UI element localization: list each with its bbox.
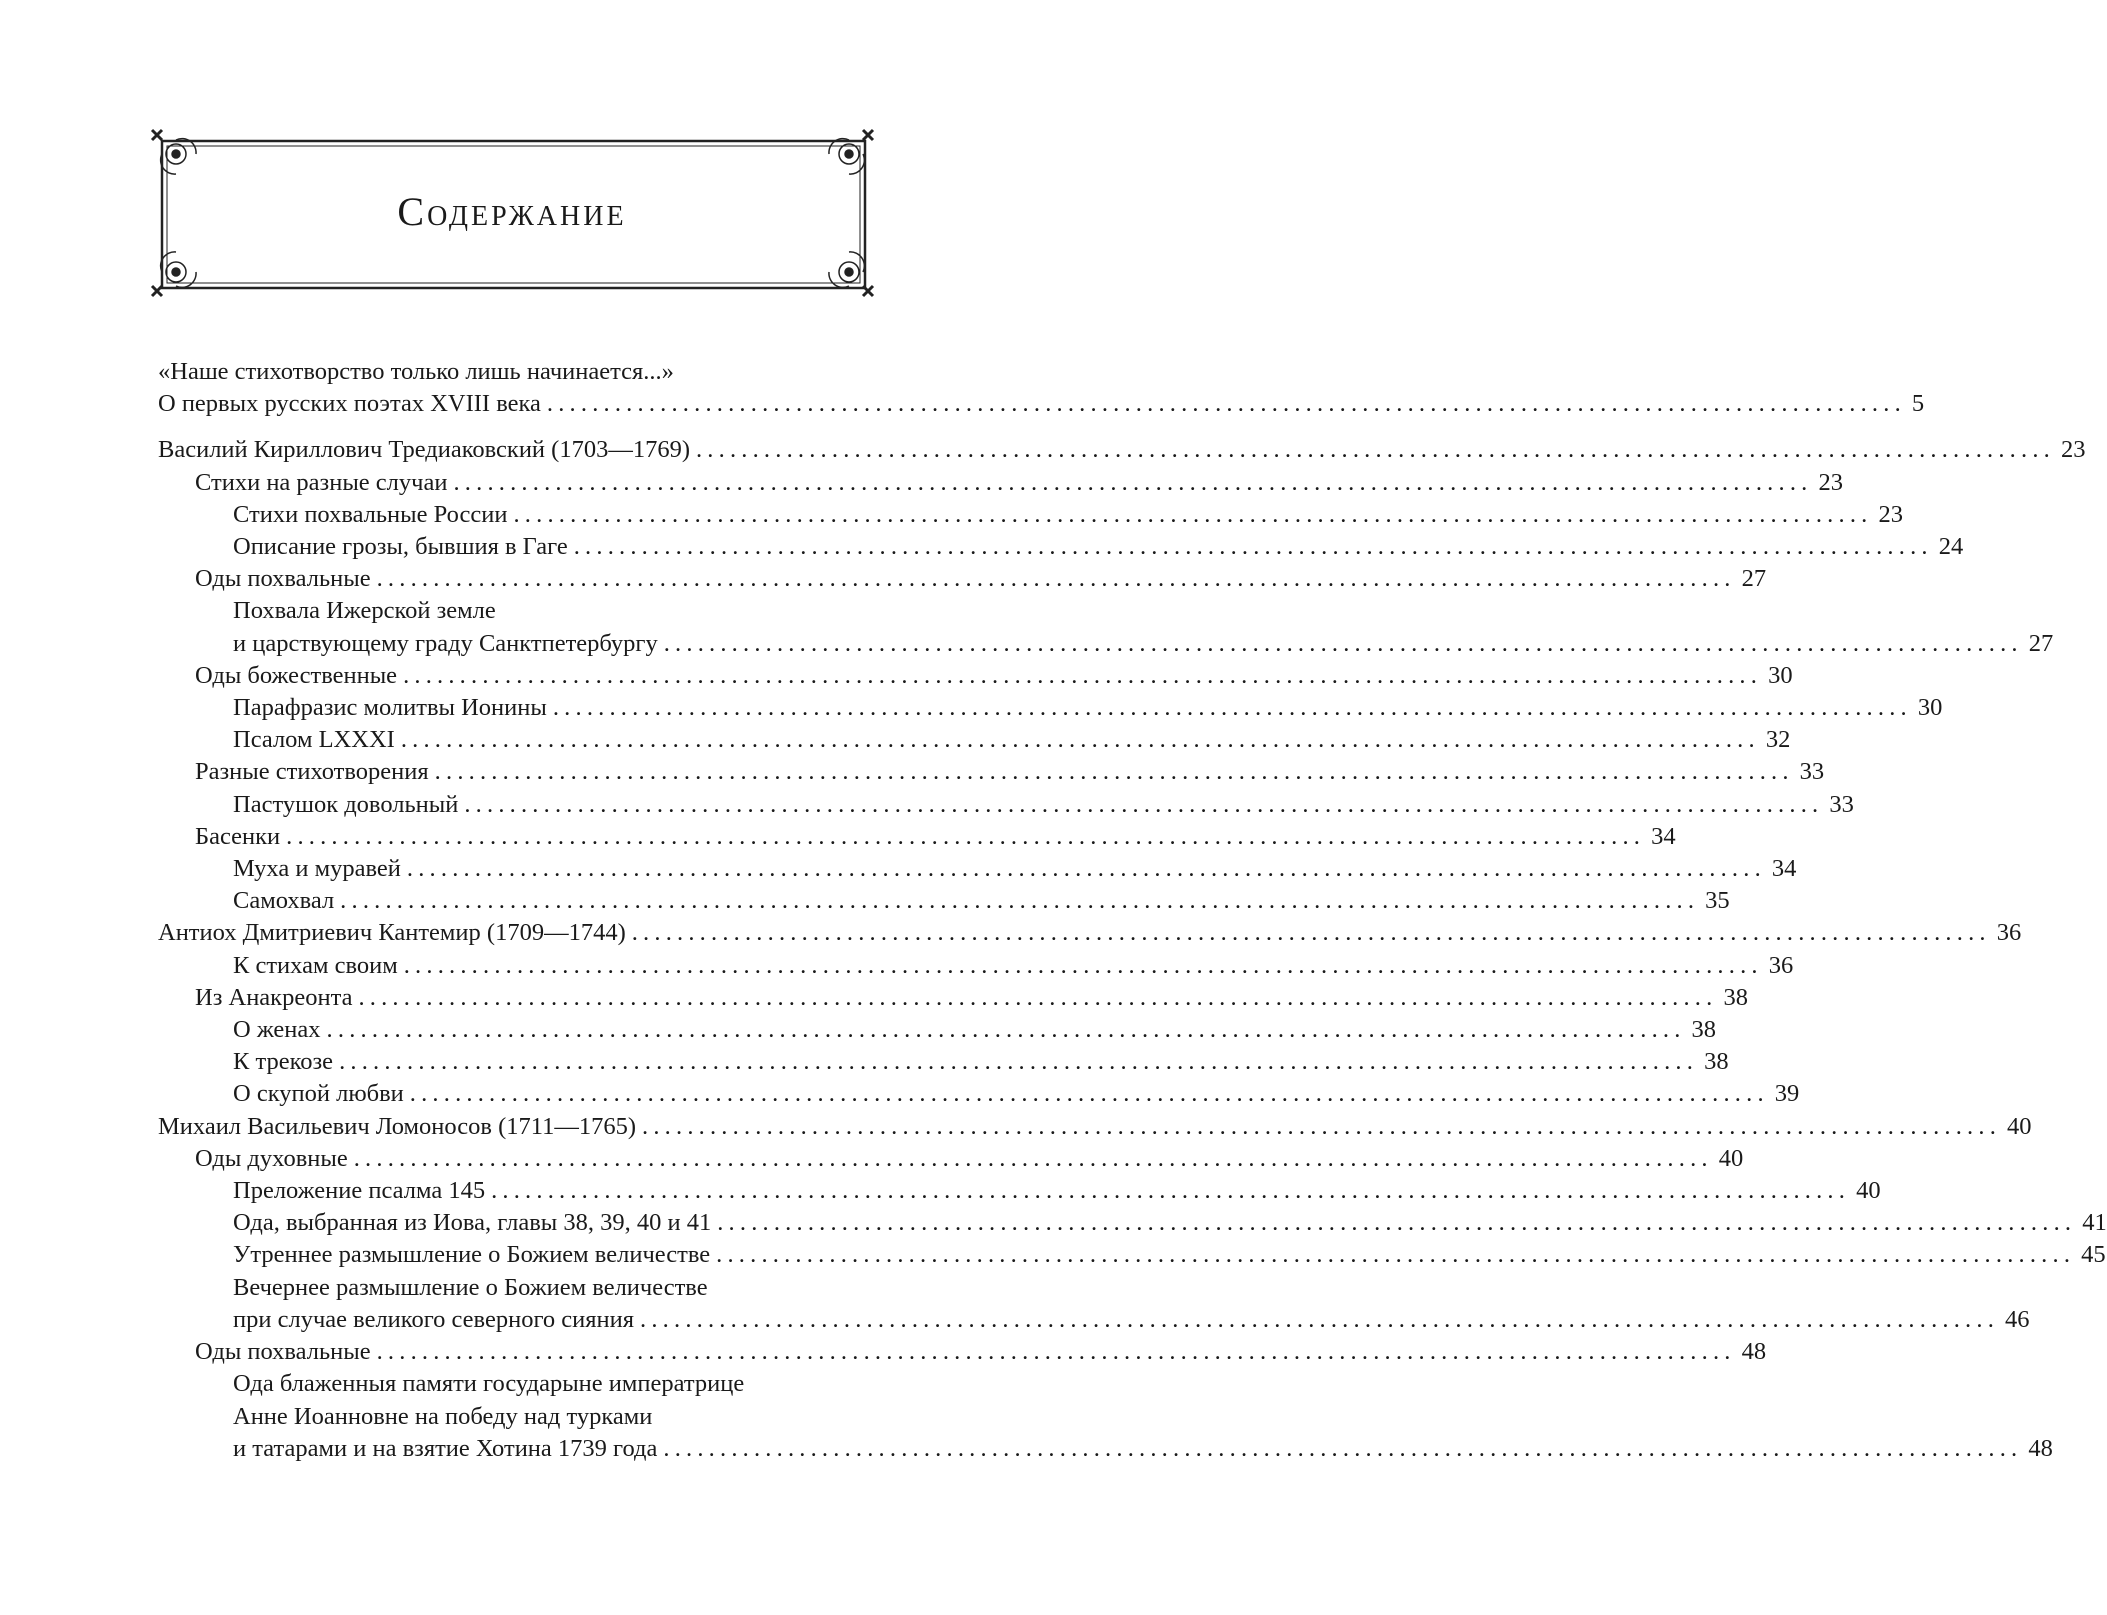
toc-page-number: 27	[2028, 629, 2054, 657]
toc-entry-title: Похвала Ижерской земле	[233, 597, 496, 625]
toc-page-number: 24	[1938, 533, 1964, 561]
dot-leader: ........................................................................................................................	[640, 1305, 2000, 1333]
toc-entry	[158, 1207, 2107, 1239]
toc-page-number: 48	[2028, 1434, 2053, 1462]
dot-leader: ........................................................................................................................	[400, 726, 1760, 754]
toc-entry	[158, 917, 2022, 949]
toc-page-number: 39	[1774, 1080, 1800, 1108]
toc-entry-title: Михаил Васильевич Ломоносов (1711—1765)	[158, 1112, 637, 1140]
toc-entry-title: К стихам своим	[233, 951, 398, 979]
dot-leader: ........................................................................................................................	[406, 855, 1766, 883]
dot-leader: ........................................................................................................................	[403, 951, 1763, 979]
dot-leader: ........................................................................................................................	[353, 1144, 1713, 1172]
toc-page-number: 33	[1829, 790, 1854, 818]
toc-page-number: 46	[2005, 1305, 2030, 1333]
toc-entry	[158, 756, 1825, 788]
dot-leader: ........................................................................................................................	[717, 1209, 2077, 1237]
toc-entry	[158, 1304, 2030, 1336]
toc-entry-title: Самохвал	[233, 887, 335, 915]
toc-entry	[158, 628, 2054, 660]
toc-entry	[158, 1336, 1767, 1368]
toc-entry	[158, 1239, 2106, 1271]
page-title: Содержание	[397, 189, 627, 234]
toc-entry-title: Вечернее размышление о Божием величестве	[233, 1273, 708, 1301]
toc-page-number: 36	[1768, 951, 1794, 979]
toc-page-number: 40	[1718, 1144, 1744, 1172]
toc-entry	[158, 853, 1797, 885]
toc-entry	[158, 434, 2086, 466]
toc-entry-title: Ода, выбранная из Иова, главы 38, 39, 40 и 41	[233, 1209, 712, 1237]
toc-entry-title: О скупой любви	[233, 1080, 404, 1108]
toc-entry	[158, 724, 1791, 756]
toc-entry-title: при случае великого северного сияния	[233, 1305, 635, 1333]
toc-entry-title: Басенки	[195, 822, 281, 850]
toc-page-number: 23	[1818, 468, 1843, 496]
toc-page-number: 48	[1741, 1338, 1767, 1366]
dot-leader: ........................................................................................................................	[663, 629, 2023, 657]
toc-page-number: 34	[1771, 855, 1797, 883]
dot-leader: ........................................................................................................................	[573, 533, 1933, 561]
dot-leader: ........................................................................................................................	[339, 1048, 1699, 1076]
toc-entry-title: Оды духовные	[195, 1144, 348, 1172]
dot-leader: ........................................................................................................................	[326, 1016, 1686, 1044]
toc-entry	[158, 692, 1943, 724]
toc-page-number: 32	[1765, 726, 1791, 754]
toc-entry	[158, 1401, 866, 1433]
toc-entry-title: Муха и муравей	[233, 855, 401, 883]
dot-leader: ........................................................................................................................	[464, 790, 1824, 818]
toc-entry	[158, 1433, 2053, 1465]
toc-entry	[158, 595, 866, 627]
toc-entry-title: О первых русских поэтах XVIII века	[158, 390, 541, 418]
toc-entry	[158, 1272, 866, 1304]
dot-leader: ........................................................................................................................	[403, 661, 1763, 689]
toc-entry-title: и царствующему граду Санктпетербургу	[233, 629, 658, 657]
toc-entry-title: Утреннее размышление о Божием величестве	[233, 1241, 711, 1269]
toc-entry	[158, 356, 866, 388]
toc-entry	[158, 388, 1925, 420]
toc-page-number: 38	[1704, 1048, 1729, 1076]
toc-page-number: 23	[1878, 500, 1903, 528]
table-of-contents	[158, 356, 2107, 1465]
dot-leader: ........................................................................................................................	[409, 1080, 1769, 1108]
toc-entry	[158, 982, 1748, 1014]
dot-leader: ........................................................................................................................	[546, 390, 1906, 418]
toc-entry-title: Описание грозы, бывшия в Гаге	[233, 533, 568, 561]
toc-page-number: 5	[1911, 390, 1925, 418]
toc-entry-title: и татарами и на взятие Хотина 1739 года	[233, 1434, 658, 1462]
toc-entry	[158, 1111, 2032, 1143]
dot-leader: ........................................................................................................................	[491, 1177, 1851, 1205]
dot-leader: ........................................................................................................................	[631, 919, 1991, 947]
toc-entry-title: К трекозе	[233, 1048, 334, 1076]
dot-leader: ........................................................................................................................	[552, 694, 1912, 722]
toc-entry-title: Стихи на разные случаи	[195, 468, 448, 496]
ornament-corner-icon	[152, 130, 196, 174]
dot-leader: ........................................................................................................................	[340, 887, 1700, 915]
dot-leader: ........................................................................................................................	[695, 436, 2055, 464]
dot-leader: ........................................................................................................................	[716, 1241, 2076, 1269]
toc-entry-title: Василий Кириллович Тредиаковский (1703—1769)	[158, 436, 690, 464]
toc-entry	[158, 1368, 866, 1400]
dot-leader: ........................................................................................................................	[376, 1338, 1736, 1366]
toc-entry-title: Парафразис молитвы Ионины	[233, 694, 547, 722]
toc-page-number: 40	[2007, 1112, 2032, 1140]
toc-page-number: 34	[1651, 822, 1676, 850]
toc-entry-title: Преложение псалма 145	[233, 1177, 486, 1205]
toc-page-number: 30	[1768, 661, 1793, 689]
toc-entry	[158, 789, 1854, 821]
dot-leader: ........................................................................................................................	[358, 983, 1718, 1011]
toc-entry-title: Из Анакреонта	[195, 983, 353, 1011]
toc-entry	[158, 821, 1676, 853]
toc-entry-title: Ода блаженныя памяти государыне императрице	[233, 1370, 745, 1398]
toc-page-number: 36	[1996, 919, 2022, 947]
toc-entry-title: Псалом LXXXI	[233, 726, 395, 754]
dot-leader: ........................................................................................................................	[434, 758, 1794, 786]
toc-entry	[158, 1143, 1744, 1175]
toc-page-number: 45	[2081, 1241, 2106, 1269]
toc-entry-title: Оды божественные	[195, 661, 398, 689]
toc-entry	[158, 950, 1794, 982]
dot-leader: ........................................................................................................................	[453, 468, 1813, 496]
toc-entry	[158, 1014, 1717, 1046]
toc-entry	[158, 563, 1767, 595]
toc-entry	[158, 660, 1793, 692]
toc-page-number: 27	[1741, 565, 1767, 593]
toc-entry-title: Разные стихотворения	[195, 758, 429, 786]
toc-entry	[158, 1175, 1881, 1207]
toc-entry	[158, 531, 1964, 563]
toc-entry-title: Пастушок довольный	[233, 790, 459, 818]
toc-page-number: 33	[1799, 758, 1825, 786]
toc-page-number: 35	[1705, 887, 1730, 915]
toc-entry	[158, 1046, 1729, 1078]
toc-page-number: 23	[2060, 436, 2086, 464]
toc-page-number: 38	[1691, 1016, 1717, 1044]
toc-page-number: 30	[1917, 694, 1943, 722]
toc-entry	[158, 1078, 1800, 1110]
toc-entry	[158, 467, 1843, 499]
dot-leader: ........................................................................................................................	[376, 565, 1736, 593]
toc-page-number: 41	[2082, 1209, 2107, 1237]
toc-entry-title: «Наше стихотворство только лишь начинается...»	[158, 358, 674, 385]
toc-entry-title: О женах	[233, 1016, 321, 1044]
dot-leader: ........................................................................................................................	[642, 1112, 2002, 1140]
toc-entry-title: Оды похвальные	[195, 1338, 371, 1366]
toc-entry-title: Стихи похвальные России	[233, 500, 508, 528]
toc-entry	[158, 885, 1730, 917]
toc-entry-title: Оды похвальные	[195, 565, 371, 593]
toc-page-number: 38	[1723, 983, 1748, 1011]
dot-leader: ........................................................................................................................	[663, 1434, 2023, 1462]
dot-leader: ........................................................................................................................	[286, 822, 1646, 850]
toc-entry	[158, 499, 1903, 531]
toc-entry-title: Анне Иоанновне на победу над турками	[233, 1402, 653, 1430]
dot-leader: ........................................................................................................................	[513, 500, 1873, 528]
toc-entry-title: Антиох Дмитриевич Кантемир (1709—1744)	[158, 919, 626, 947]
toc-page-number: 40	[1856, 1177, 1881, 1205]
